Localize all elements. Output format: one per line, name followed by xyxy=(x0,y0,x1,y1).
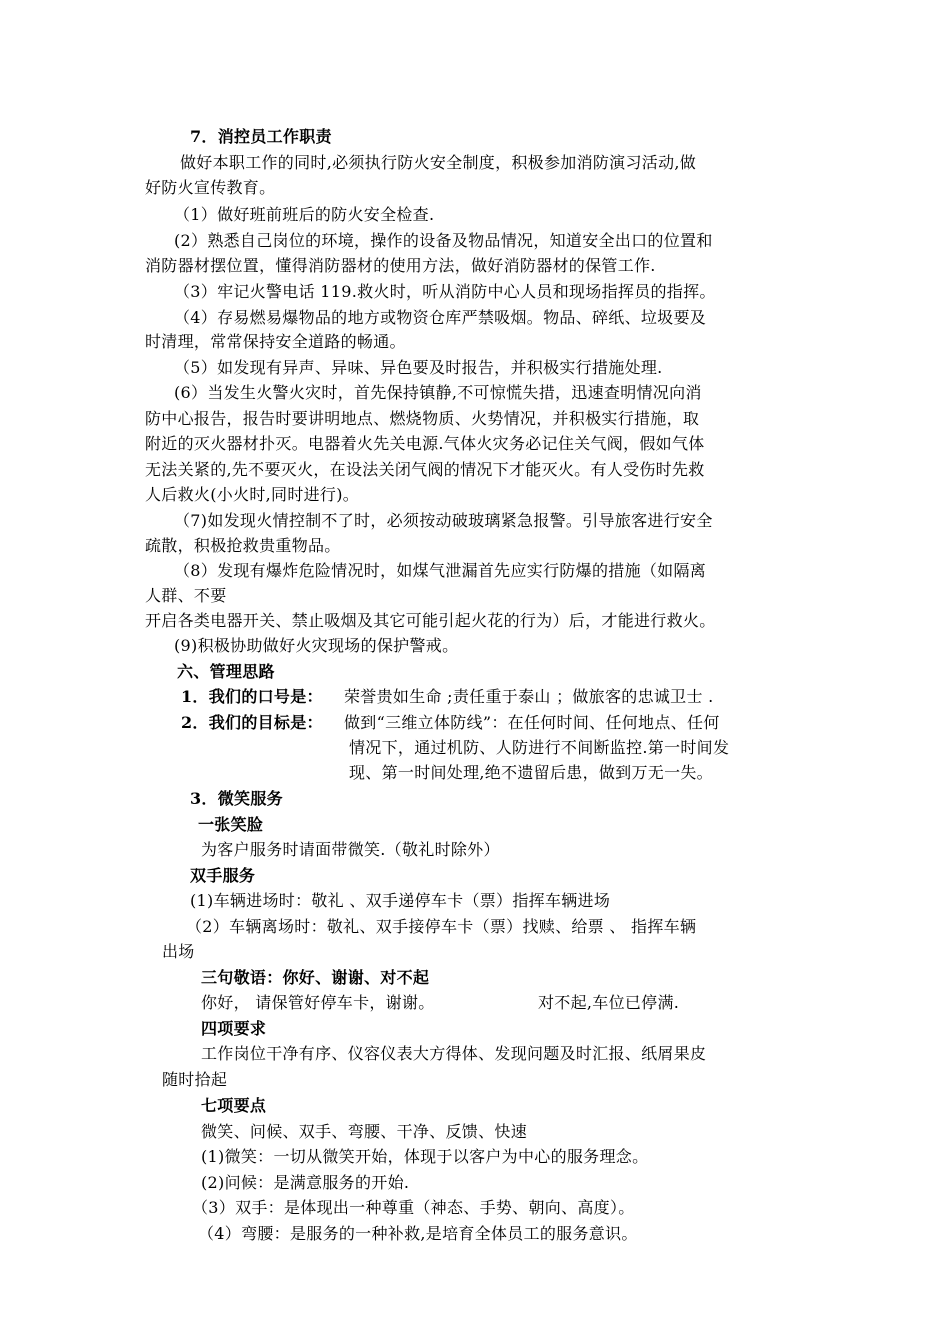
goal-label: 2．我们的目标是： xyxy=(181,713,323,732)
list-item-cont: 消防器材摆位置，懂得消防器材的使用方法，做好消防器材的保管工作. xyxy=(145,256,656,275)
list-item: （3）牢记火警电话 119.救火时，听从消防中心人员和现场指挥员的指挥。 xyxy=(174,282,716,301)
list-item-cont: 疏散，积极抢救贵重物品。 xyxy=(145,536,341,555)
subheading: 七项要点 xyxy=(201,1096,267,1115)
section-6-title: 六、管理思路 xyxy=(177,662,275,681)
paragraph-line: 微笑、问候、双手、弯腰、干净、反馈、快速 xyxy=(201,1122,528,1141)
paragraph-line: 为客户服务时请面带微笑.（敬礼时除外） xyxy=(201,840,500,859)
list-item: (1)微笑：一切从微笑开始，体现于以客户为中心的服务理念。 xyxy=(201,1147,649,1166)
list-item: （4）弯腰：是服务的一种补救,是培育全体员工的服务意识。 xyxy=(198,1224,638,1243)
list-item: （1）做好班前班后的防火安全检查. xyxy=(174,205,435,224)
list-item: (2）熟悉自己岗位的环境，操作的设备及物品情况，知道安全出口的位置和 xyxy=(174,231,713,250)
subheading: 三句敬语：你好、谢谢、对不起 xyxy=(201,968,430,987)
list-item: (6）当发生火警火灾时，首先保持镇静,不可惊慌失措，迅速查明情况向消 xyxy=(174,383,702,402)
paragraph-line: 工作岗位干净有序、仪容仪表大方得体、发现问题及时汇报、纸屑果皮 xyxy=(201,1044,707,1063)
list-item: (1)车辆进场时：敬礼 、双手递停车卡（票）指挥车辆进场 xyxy=(190,891,611,910)
list-item: （3）双手：是体现出一种尊重（神态、手势、朝向、高度）。 xyxy=(192,1198,635,1217)
list-item-cont: 防中心报告，报告时要讲明地点、燃烧物质、火势情况，并积极实行措施，取 xyxy=(145,409,700,428)
list-item-cont: 人群、不要 xyxy=(145,586,227,605)
paragraph-line: 做好本职工作的同时,必须执行防火安全制度，积极参加消防演习活动,做 xyxy=(180,153,697,172)
list-item: (2)问候：是满意服务的开始. xyxy=(201,1173,410,1192)
list-item: （2）车辆离场时：敬礼、双手接停车卡（票）找赎、给票 、 指挥车辆 xyxy=(186,917,697,936)
list-item-cont: 无法关紧的,先不要灭火，在设法关闭气阀的情况下才能灭火。有人受伤时先救 xyxy=(145,460,705,479)
subheading: 双手服务 xyxy=(190,866,256,885)
paragraph-line: 随时拾起 xyxy=(162,1070,228,1089)
paragraph-line: 好防火宣传教育。 xyxy=(145,178,276,197)
list-item-cont: 开启各类电器开关、禁止吸烟及其它可能引起火花的行为）后，才能进行救火。 xyxy=(145,611,716,630)
list-item-cont: 附近的灭火器材扑灭。电器着火先关电源.气体火灾务必记住关气阀，假如气体 xyxy=(145,434,705,453)
section-3-title: 3．微笑服务 xyxy=(190,789,283,808)
list-item-cont: 时清理，常常保持安全道路的畅通。 xyxy=(145,332,406,351)
list-item: (9)积极协助做好火灾现场的保护警戒。 xyxy=(174,636,459,655)
goal-line: 现、第一时间处理,绝不遗留后患，做到万无一失。 xyxy=(349,763,713,782)
slogan-text: 荣誉贵如生命 ;责任重于泰山 ；做旅客的忠诚卫士 . xyxy=(344,687,714,706)
list-item: （8）发现有爆炸危险情况时，如煤气泄漏首先应实行防爆的措施（如隔离 xyxy=(174,561,707,580)
subheading: 一张笑脸 xyxy=(198,815,264,834)
goal-line: 情况下，通过机防、人防进行不间断监控.第一时间发 xyxy=(349,738,730,757)
subheading: 四项要求 xyxy=(201,1019,267,1038)
goal-line: 做到“三维立体防线”：在任何时间、任何地点、任何 xyxy=(344,713,720,732)
list-item: （4）存易燃易爆物品的地方或物资仓库严禁吸烟。物品、碎纸、垃圾要及 xyxy=(174,308,707,327)
slogan-label: 1．我们的口号是： xyxy=(181,687,323,706)
list-item: （7)如发现火情控制不了时，必须按动破玻璃紧急报警。引导旅客进行安全 xyxy=(174,511,713,530)
list-item: （5）如发现有异声、异味、异色要及时报告，并积极实行措施处理. xyxy=(174,358,663,377)
list-item-cont: 出场 xyxy=(162,942,195,961)
list-item-cont: 人后救火(小火时,同时进行)。 xyxy=(145,485,360,504)
paragraph-line: 对不起,车位已停满. xyxy=(538,993,680,1012)
section-7-title: 7．消控员工作职责 xyxy=(190,127,332,146)
paragraph-line: 你好， 请保管好停车卡，谢谢。 xyxy=(201,993,435,1012)
